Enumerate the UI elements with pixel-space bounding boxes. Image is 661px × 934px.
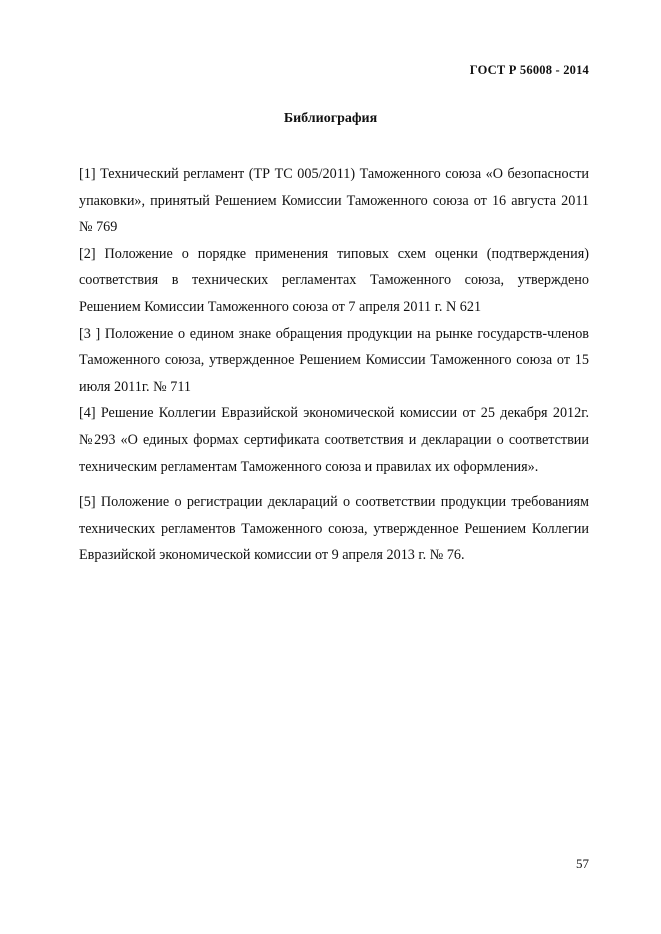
bibliography-item-2: [2] Положение о порядке применения типовых схем оценки (подтверждения) соответствия в технических регламентах Таможенного союза, утверждено Решением Комиссии Таможенного союза от 7 апреля 2011 г. N 621: [79, 245, 589, 315]
bibliography-item-4: [4] Решение Коллегии Евразийской экономической комиссии от 25 декабря 2012г. №293 «О единых формах сертификата соответствия и декларации о соответствии техническим регламентам Таможенного союза и правилах их оформления».: [79, 405, 589, 475]
bibliography-item-5: [5] Положение о регистрации деклараций о соответствии продукции требованиям технических регламентов Таможенного союза, утвержденное Решением Коллегии Евразийской экономической комиссии от 9 апреля 2013 г. № 76.: [79, 494, 589, 564]
bibliography-item-1: [1] Технический регламент (ТР ТС 005/2011) Таможенного союза «О безопасности упаковки», принятый Решением Комиссии Таможенного союза от 16 августа 2011 № 769: [79, 166, 589, 236]
document-code: ГОСТ Р 56008 - 2014: [469, 63, 589, 77]
bibliography-list: [79, 161, 589, 569]
page-title: Библиография: [283, 111, 378, 126]
bibliography-item-3: [3 ] Положение о едином знаке обращения продукции на рынке государств-членов Таможенного союза, утвержденное Решением Комиссии Таможенного союза от 15 июля 2011г. № 711: [79, 325, 589, 395]
page-number: 57: [576, 856, 589, 871]
